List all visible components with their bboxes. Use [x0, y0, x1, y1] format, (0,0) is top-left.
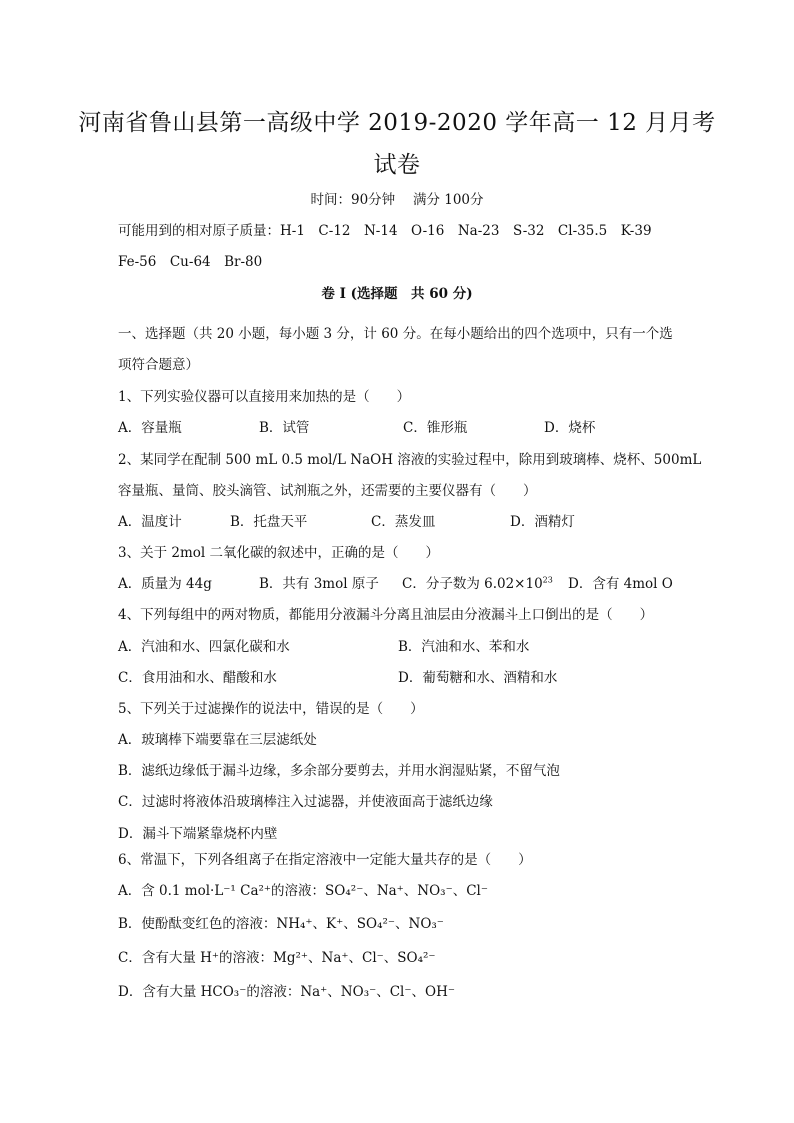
q5-option-b: B．滤纸边缘低于漏斗边缘，多余部分要剪去，并用水润湿贴紧，不留气泡 [118, 763, 560, 779]
q3-option-a: A．质量为 44g [118, 576, 212, 592]
time-info: 时间：90分钟 满分 100分 [310, 192, 484, 208]
q1-stem: 1、下列实验仪器可以直接用来加热的是（ ） [118, 389, 411, 405]
section-intro-line2: 项符合题意） [118, 357, 199, 373]
q6-option-d: D．含有大量 HCO₃⁻的溶液：Na⁺、NO₃⁻、Cl⁻、OH⁻ [118, 984, 455, 1000]
q4-stem: 4、下列每组中的两对物质，都能用分液漏斗分离且油层由分液漏斗上口倒出的是（ ） [118, 607, 654, 623]
q1-option-a: A．容量瓶 [118, 420, 182, 436]
q3-option-c-exponent: 23 [542, 575, 553, 585]
q2-stem-line2: 容量瓶、量筒、胶头滴管、试剂瓶之外，还需要的主要仪器有（ ） [118, 483, 537, 499]
q5-option-d: D．漏斗下端紧靠烧杯内壁 [118, 826, 278, 842]
q5-option-c: C．过滤时将液体沿玻璃棒注入过滤器，并使液面高于滤纸边缘 [118, 794, 493, 810]
q3-option-c [402, 572, 568, 592]
section-title: 卷 I (选择题 共 60 分) [321, 286, 473, 302]
q3-option-d: D．含有 4mol O [568, 576, 673, 592]
q6-option-b: B．使酚酞变红色的溶液：NH₄⁺、K⁺、SO₄²⁻、NO₃⁻ [118, 916, 444, 932]
q6-option-c: C．含有大量 H⁺的溶液：Mg²⁺、Na⁺、Cl⁻、SO₄²⁻ [118, 950, 436, 966]
q5-stem: 5、下列关于过滤操作的说法中，错误的是（ ） [118, 701, 424, 717]
q5-option-a: A．玻璃棒下端要靠在三层滤纸处 [118, 732, 317, 748]
q2-option-a: A．温度计 [118, 514, 182, 530]
q4-option-a: A．汽油和水、四氯化碳和水 [118, 639, 290, 655]
q2-option-c: C．蒸发皿 [371, 514, 436, 530]
q4-option-c: C．食用油和水、醋酸和水 [118, 670, 277, 686]
q1-options [118, 416, 678, 436]
q1-option-d: D．烧杯 [544, 420, 596, 436]
q2-option-d: D．酒精灯 [510, 514, 575, 530]
q6-stem: 6、常温下，下列各组离子在指定溶液中一定能大量共存的是（ ） [118, 852, 532, 868]
q1-option-b: B．试管 [259, 420, 310, 436]
q4-option-d: D．葡萄糖和水、酒精和水 [398, 670, 558, 686]
q3-stem: 3、关于 2mol 二氧化碳的叙述中，正确的是（ ） [118, 545, 440, 561]
exam-title-line2: 试卷 [373, 152, 421, 178]
q3-option-b: B．共有 3mol 原子 [259, 576, 379, 592]
q6-option-a: A．含 0.1 mol·L⁻¹ Ca²⁺的溶液：SO₄²⁻、Na⁺、NO₃⁻、Cl⁻ [118, 883, 488, 899]
q1-option-c: C．锥形瓶 [403, 420, 468, 436]
q2-stem-line1: 2、某同学在配制 500 mL 0.5 mol/L NaOH 溶液的实验过程中，除用到玻璃棒、烧杯、500mL [118, 452, 702, 468]
atomic-mass-line1: 可能用到的相对原子质量：H-1 C-12 N-14 O-16 Na-23 S-32 Cl-35.5 K-39 [118, 223, 652, 239]
q4-options-row1 [118, 635, 678, 655]
section-intro-line1: 一、选择题（共 20 小题，每小题 3 分，计 60 分。在每小题给出的四个选项中，只有一个选 [118, 326, 673, 342]
q2-options [118, 510, 678, 530]
q3-options [118, 572, 678, 592]
q2-option-b: B．托盘天平 [230, 514, 308, 530]
q4-option-b: B．汽油和水、苯和水 [398, 639, 530, 655]
atomic-mass-line2: Fe-56 Cu-64 Br-80 [118, 254, 263, 270]
q4-options-row2 [118, 666, 678, 686]
exam-title-line1: 河南省鲁山县第一高级中学 2019-2020 学年高一 12 月月考 [78, 110, 716, 136]
q3-option-c-text: C．分子数为 6.02×10 [402, 576, 543, 592]
